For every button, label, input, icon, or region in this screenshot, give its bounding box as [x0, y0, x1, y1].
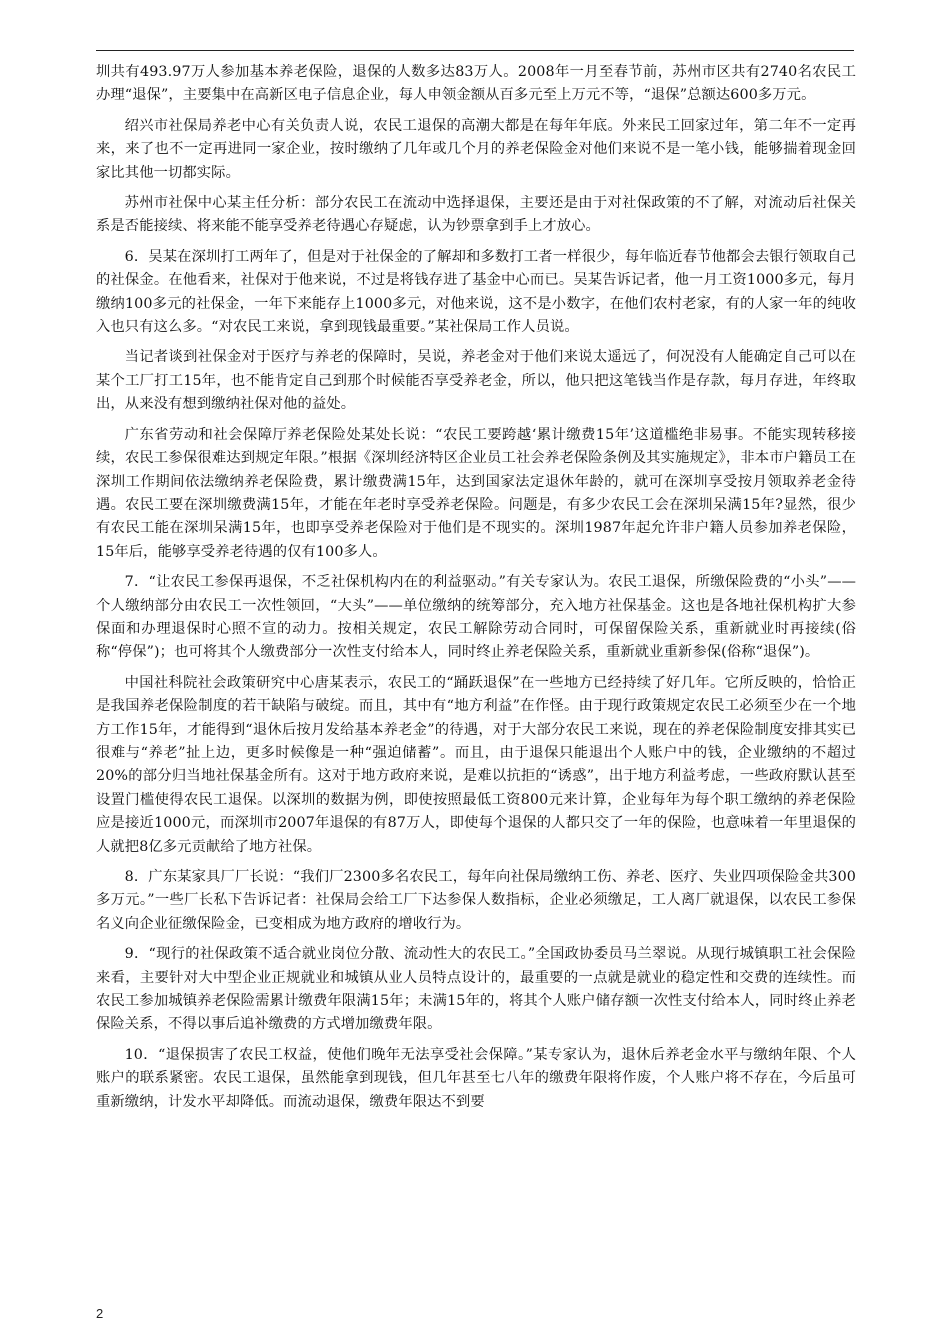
document-body — [96, 61, 856, 1121]
paragraph-item-10: 10．“退保损害了农民工权益，使他们晚年无法享受社会保障。”某专家认为，退休后养老金水平与缴纳年限、个人账户的联系紧密。农民工退保，虽然能拿到现钱，但几年甚至七八年的缴费年限将作废，个人账户将不存在，今后虽可重新缴纳，计发水平却降低。而流动退保，缴费年限达不到要 — [96, 1046, 856, 1110]
paragraph-cass: 中国社科院社会政策研究中心唐某表示，农民工的“踊跃退保”在一些地方已经持续了好几年。它所反映的，恰恰正是我国养老保险制度的若干缺陷与破绽。而且，其中有“地方利益”在作怪。由于现行政策规定农民工必须至少在一个地方工作15年，才能得到“退休后按月发给基本养老金”的待遇，对于大部分农民工来说，现在的养老保险制度安排其实已很难与“养老”扯上边，更多时候像是一种“强迫储蓄”。而且，由于退保只能退出个人账户中的钱，企业缴纳的不超过20%的部分归当地社保基金所有。这对于地方政府来说，是难以抗拒的“诱惑”，出于地方利益考虑，一些政府默认甚至设置门槛使得农民工退保。以深圳的数据为例，即使按照最低工资800元来计算，企业每年为每个职工缴纳的养老保险应是接近1000元，而深圳市2007年退保的有87万人，即使每个退保的人都只交了一年的保险，也意味着一年里退保的人就把8亿多元贡献给了地方社保。 — [96, 674, 856, 855]
paragraph-item-9: 9．“现行的社保政策不适合就业岗位分散、流动性大的农民工。”全国政协委员马兰翠说。从现行城镇职工社会保险来看，主要针对大中型企业正规就业和城镇从业人员特点设计的，最重要的一点就是就业的稳定性和交费的连续性。而农民工参加城镇养老保险需累计缴费年限满15年；未满15年的，将其个人账户储存额一次性支付给本人，同时终止养老保险关系，不得以事后追补缴费的方式增加缴费年限。 — [96, 946, 856, 1033]
paragraph-reporter: 当记者谈到社保金对于医疗与养老的保障时，吴说，养老金对于他们来说太遥远了，何况没有人能确定自己可以在某个工厂打工15年，也不能肯定自己到那个时候能否享受养老金，所以，他只把这笔钱当作是存款，每月存进，年终取出，从来没有想到缴纳社保对他的益处。 — [96, 349, 856, 413]
paragraph-shaoxing: 绍兴市社保局养老中心有关负责人说，农民工退保的高潮大都是在每年年底。外来民工回家过年，第二年不一定再来，来了也不一定再进同一家企业，按时缴纳了几年或几个月的养老保险金对他们来说不是一笔小钱，能够揣着现金回家比其他一切都实际。 — [96, 117, 856, 181]
paragraph-guangdong: 广东省劳动和社会保障厅养老保险处某处长说：“农民工要跨越‘累计缴费15年’这道槛绝非易事。不能实现转移接续，农民工参保很难达到规定年限。”根据《深圳经济特区企业员工社会养老保险条例及其实施规定》，非本市户籍员工在深圳工作期间依法缴纳养老保险费，累计缴费满15年，达到国家法定退休年龄的，就可在深圳享受按月领取养老金待遇。农民工要在深圳缴费满15年，才能在年老时享受养老保险。问题是，有多少农民工会在深圳呆满15年?显然，很少有农民工能在深圳呆满15年，也即享受养老保险对于他们是不现实的。深圳1987年起允许非户籍人员参加养老保险，15年后，能够享受养老待遇的仅有100多人。 — [96, 426, 856, 560]
paragraph-item-7: 7．“让农民工参保再退保，不乏社保机构内在的利益驱动。”有关专家认为。农民工退保，所缴保险费的“小头”——个人缴纳部分由农民工一次性领回，“大头”——单位缴纳的统筹部分，充入地方社保基金。这也是各地社保机构扩大参保面和办理退保时心照不宣的动力。按相关规定，农民工解除劳动合同时，可保留保险关系，重新就业时再接续(俗称“停保”)；也可将其个人缴费部分一次性支付给本人，同时终止养老保险关系，重新就业重新参保(俗称“退保”)。 — [96, 574, 857, 661]
header-rule — [96, 50, 854, 51]
paragraph-item-8: 8．广东某家具厂厂长说：“我们厂2300多名农民工，每年向社保局缴纳工伤、养老、医疗、失业四项保险金共300多万元。”一些厂长私下告诉记者：社保局会给工厂下达参保人数指标，企业必须缴足，工人离厂就退保，以农民工参保名义向企业征缴保险金，已变相成为地方政府的增收行为。 — [96, 869, 856, 932]
paragraph-suzhou: 苏州市社保中心某主任分析：部分农民工在流动中选择退保，主要还是由于对社保政策的不了解，对流动后社保关系是否能接续、将来能不能享受养老待遇心存疑虑，认为钞票拿到手上才放心。 — [96, 195, 856, 235]
page-number: 2 — [96, 1306, 104, 1321]
paragraph-continued: 圳共有493.97万人参加基本养老保险，退保的人数多达83万人。2008年一月至春节前，苏州市区共有2740名农民工办理“退保”，主要集中在高新区电子信息企业，每人申领金额从百多元至上万元不等，“退保”总额达600多万元。 — [96, 64, 856, 104]
paragraph-item-6: 6．吴某在深圳打工两年了，但是对于社保金的了解却和多数打工者一样很少，每年临近春节他都会去银行领取自己的社保金。在他看来，社保对于他来说，不过是将钱存进了基金中心而已。吴某告诉记者，他一月工资1000多元，每月缴纳100多元的社保金，一年下来能存上1000多元，对他来说，这不是小数字，在他们农村老家，有的人家一年的纯收入也只有这么多。“对农民工来说，拿到现钱最重要。”某社保局工作人员说。 — [96, 248, 856, 336]
